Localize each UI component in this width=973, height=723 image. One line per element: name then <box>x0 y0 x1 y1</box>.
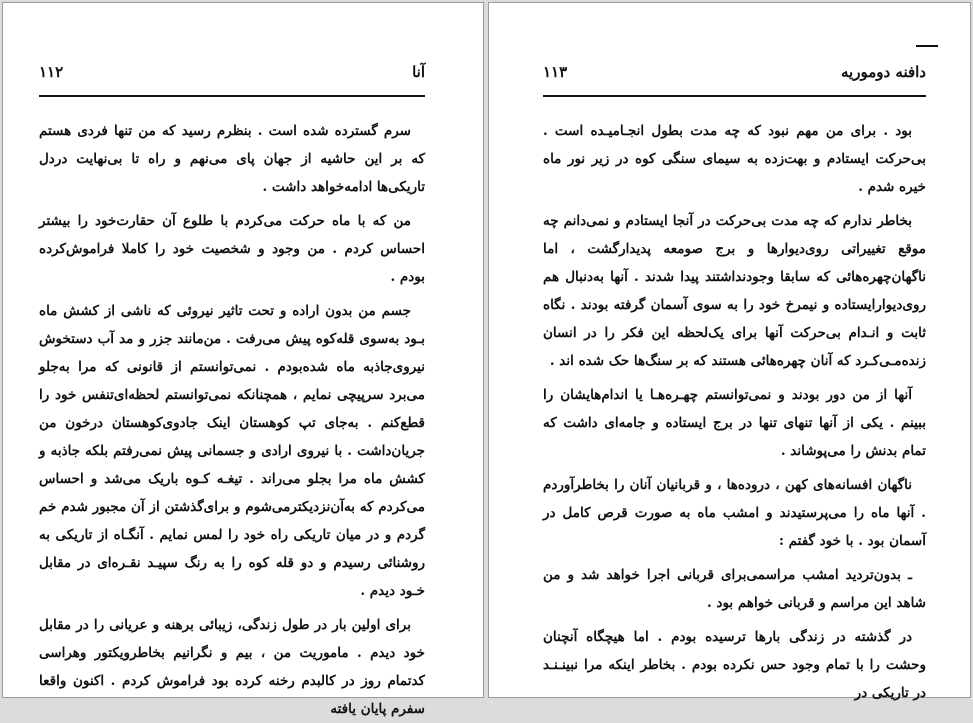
right-page-number: ۱۱۳ <box>543 63 568 81</box>
right-running-title: دافنه دوموریه <box>841 63 926 81</box>
left-page-header <box>39 61 425 83</box>
left-running-title: آنا <box>412 63 425 81</box>
paragraph: بود . برای من مهم نبود که چه مدت بطول انجـامیـده است . بی‌حرکت ایستادم و بهت‌زده به سیمای سنگی کوه در زیر نور ماه خیره شدم . <box>543 123 926 195</box>
paragraph: برای اولین بار در طول زندگی، زیبائی برهنه و عریانی را در مقابل خود دیدم . ماموریت من ، بیم و نگرانیم بخاطرویکتور وهراسی کدتمام روز در کالبدم رخنه کرده بود فراموش کردم . اکنون واقعا سفرم پایان یافته <box>39 617 425 717</box>
paragraph: من که با ماه حرکت می‌کردم با طلوع آن حقارت‌خود را بیشتر احساس کردم . من وجود و شخصیت خود را کاملا فراموش‌کرده بودم . <box>39 213 425 285</box>
left-page <box>2 2 484 717</box>
top-mark <box>916 45 938 47</box>
paragraph: بخاطر ندارم که چه مدت بی‌حرکت در آنجا ایستادم و نمی‌دانم چه موقع تغییراتی روی‌دیوارها و برج صومعه پدیدارگشت ، اما ناگهان‌چهره‌هائی که سابقا وجودنداشتند پیدا شدند . آنها به‌دنبال هم روی‌دیوارایستاده و نیمرخ خود را به سوی آسمان گرفته بودند . نگاه ثابت و انـدام بی‌حرکت آنها برای یک‌لحظه این فکر را در انسان زنده‌مـی‌کـرد که آنان چهره‌هائی هستند که بر سنگ‌ها حک شده اند . <box>543 213 926 369</box>
right-page-body <box>543 117 926 707</box>
paragraph: آنها از من دور بودند و نمی‌توانستم چهـره‌هـا یا اندام‌هایشان را ببینم . یکی از آنها تنهای تنها در برج ایستاده و جامه‌ای داشت که تمام بدنش را می‌پوشاند . <box>543 387 926 459</box>
paragraph: جسم من بدون اراده و تحت تاثیر نیروئی که ناشی از کشش ماه بـود به‌سوی قله‌کوه پیش می‌رفت . من‌مانند جزر و مد آب دستخوش نیروی‌جاذبه ماه شده‌بودم . نمی‌توانستم از قانونی که مرا به‌جلو می‌برد سرپیچی نمایم ، همچنانکه نمی‌توانستم لحظه‌ای‌تنفس خود را قطع‌کنم . به‌جای تپ کوهستان اینک جادوی‌کوهستان درخون من جریان‌داشت . با نیروی ارادی و جسمانی پیش نمی‌رفتم بلکه جاذبه و کشش ماه مرا بجلو می‌راند . تیغـه کـوه باریک می‌شد و احساس می‌کردم که به‌آن‌نزدیکترمی‌شوم و برای‌گذشتن از آن مجبور شدم خم گردم و در میان تاریکی راه خود را لمس نمایم . آنگـاه از تاریکی به روشنائی رسیدم و دو قله کوه را به رنگ سپیـد نقـره‌ای در مقابل خـود دیدم . <box>39 303 425 599</box>
left-header-rule <box>39 95 425 97</box>
paragraph: سرم گسترده شده است . بنظرم رسید که من تنها فردی هستم که بر این حاشیه از جهان پای می‌نهم و راه تا بی‌نهایت دردل تاریکی‌ها ادامه‌خواهد داشت . <box>39 123 425 195</box>
paragraph: ـ بدون‌تردید امشب مراسمی‌برای قربانی اجرا خواهد شد و من شاهد این مراسم و قربانی خواهم بود . <box>543 567 926 611</box>
right-page-header <box>543 61 926 83</box>
left-page-body <box>39 117 425 723</box>
paragraph: ناگهان افسانه‌های کهن ، دروده‌ها ، و قربانیان آنان را بخاطرآوردم . آنها ماه را می‌پرستیدند و امشب ماه به صورت قرص کامل در آسمان بود . با خود گفتم : <box>543 477 926 549</box>
left-page-number: ۱۱۲ <box>39 63 64 81</box>
paragraph: در گذشته در زندگی بارها ترسیده بودم . اما هیچگاه آنچنان وحشت را با تمام وجود حس نکرده بودم . بخاطر اینکه مرا نبینـنـد در تاریکی در <box>543 629 926 701</box>
right-page <box>488 2 971 701</box>
right-header-rule <box>543 95 926 97</box>
